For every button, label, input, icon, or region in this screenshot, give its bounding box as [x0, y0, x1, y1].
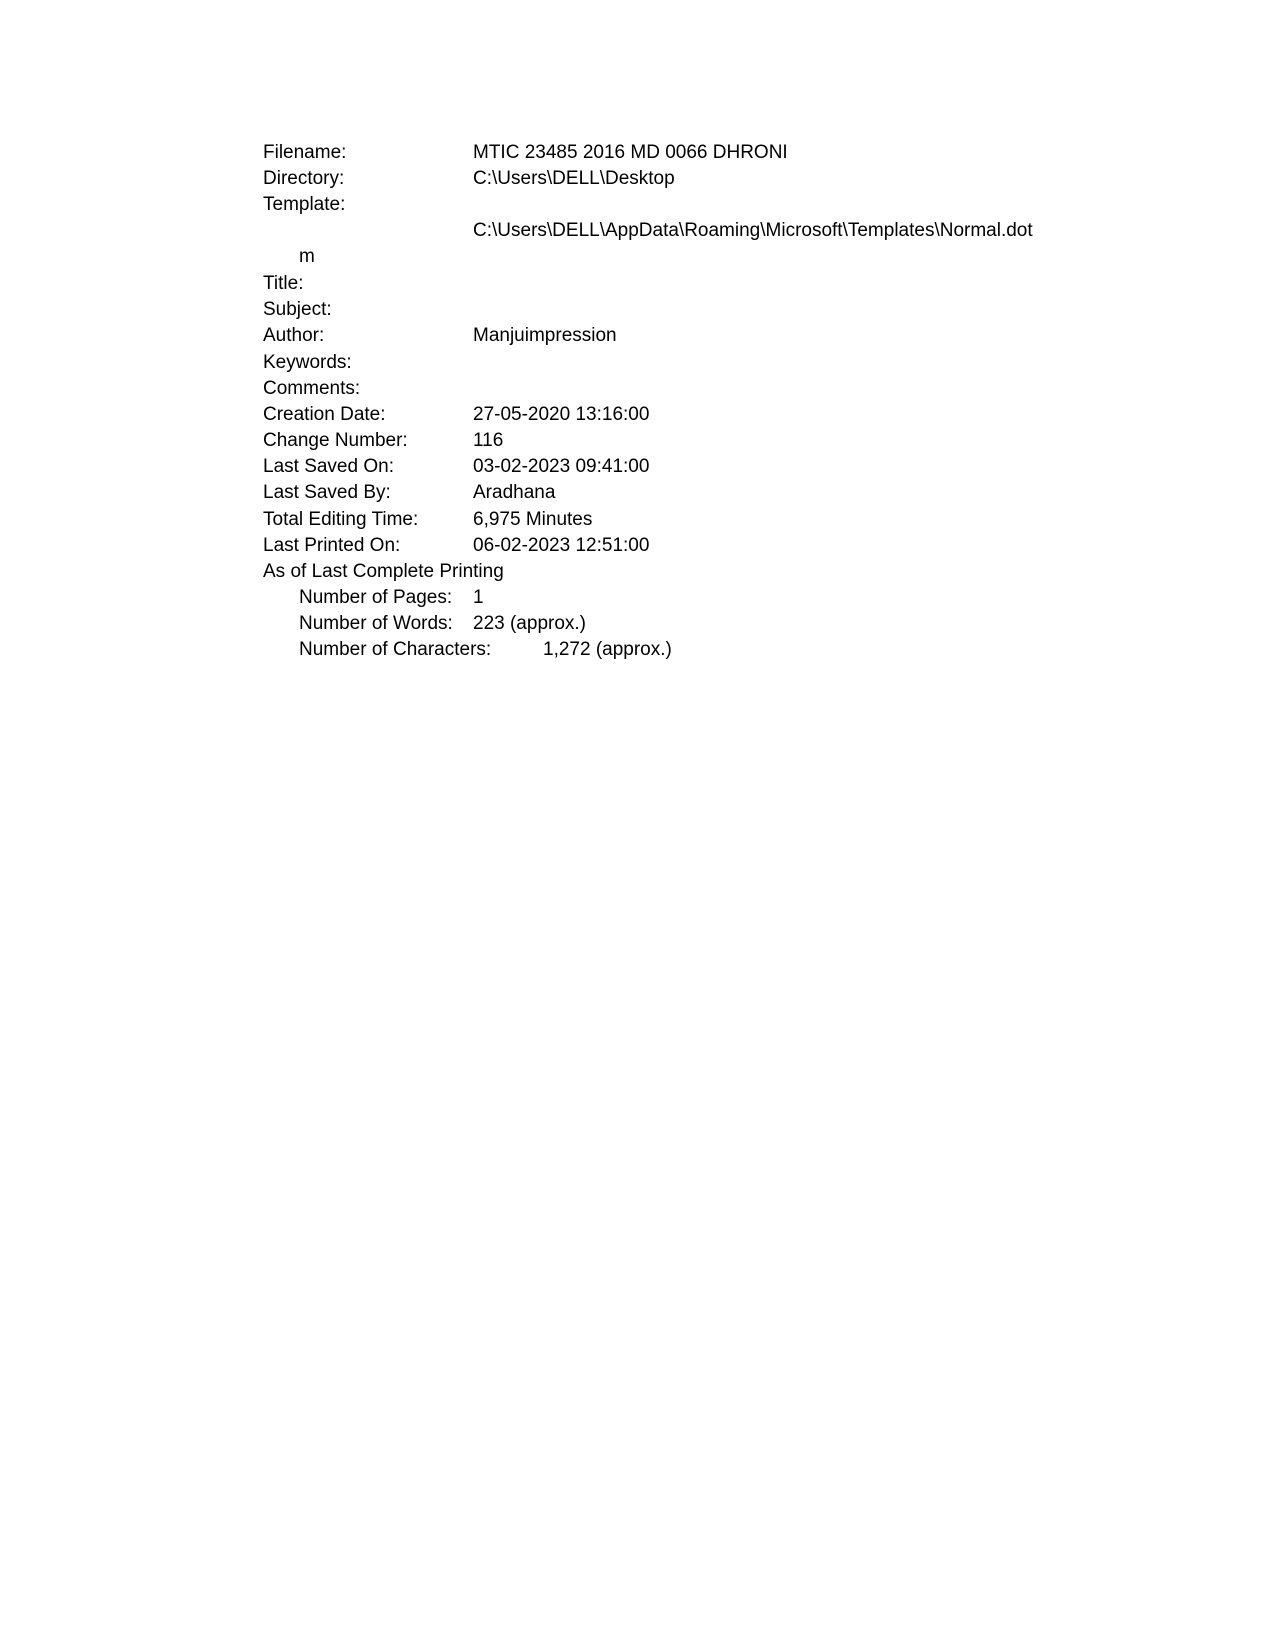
comments-label: Comments: [263, 378, 361, 399]
number-of-characters-label: Number of Characters: [299, 639, 492, 660]
keywords-label: Keywords: [263, 352, 352, 373]
filename-value: MTIC 23485 2016 MD 0066 DHRONI [473, 142, 788, 163]
last-saved-on-value: 03-02-2023 09:41:00 [473, 456, 650, 477]
subject-label: Subject: [263, 299, 332, 320]
directory-label: Directory: [263, 168, 345, 189]
author-value: Manjuimpression [473, 325, 617, 346]
change-number-value: 116 [473, 430, 504, 451]
number-of-words-label: Number of Words: [299, 613, 453, 634]
number-of-pages-value: 1 [473, 587, 484, 608]
printing-heading: As of Last Complete Printing [263, 561, 504, 582]
total-editing-time-value: 6,975 Minutes [473, 509, 593, 530]
last-printed-on-value: 06-02-2023 12:51:00 [473, 535, 650, 556]
template-value-wrap: m [299, 246, 315, 267]
creation-date-value: 27-05-2020 13:16:00 [473, 404, 650, 425]
last-printed-on-label: Last Printed On: [263, 535, 401, 556]
last-saved-by-value: Aradhana [473, 482, 556, 503]
template-value: C:\Users\DELL\AppData\Roaming\Microsoft\Templates\Normal.dot [473, 220, 1033, 241]
number-of-pages-label: Number of Pages: [299, 587, 453, 608]
total-editing-time-label: Total Editing Time: [263, 509, 419, 530]
template-label: Template: [263, 194, 346, 215]
directory-value: C:\Users\DELL\Desktop [473, 168, 675, 189]
change-number-label: Change Number: [263, 430, 408, 451]
last-saved-by-label: Last Saved By: [263, 482, 391, 503]
number-of-words-value: 223 (approx.) [473, 613, 587, 634]
title-label: Title: [263, 273, 304, 294]
number-of-characters-value: 1,272 (approx.) [543, 639, 672, 660]
creation-date-label: Creation Date: [263, 404, 386, 425]
author-label: Author: [263, 325, 325, 346]
filename-label: Filename: [263, 142, 347, 163]
last-saved-on-label: Last Saved On: [263, 456, 394, 477]
